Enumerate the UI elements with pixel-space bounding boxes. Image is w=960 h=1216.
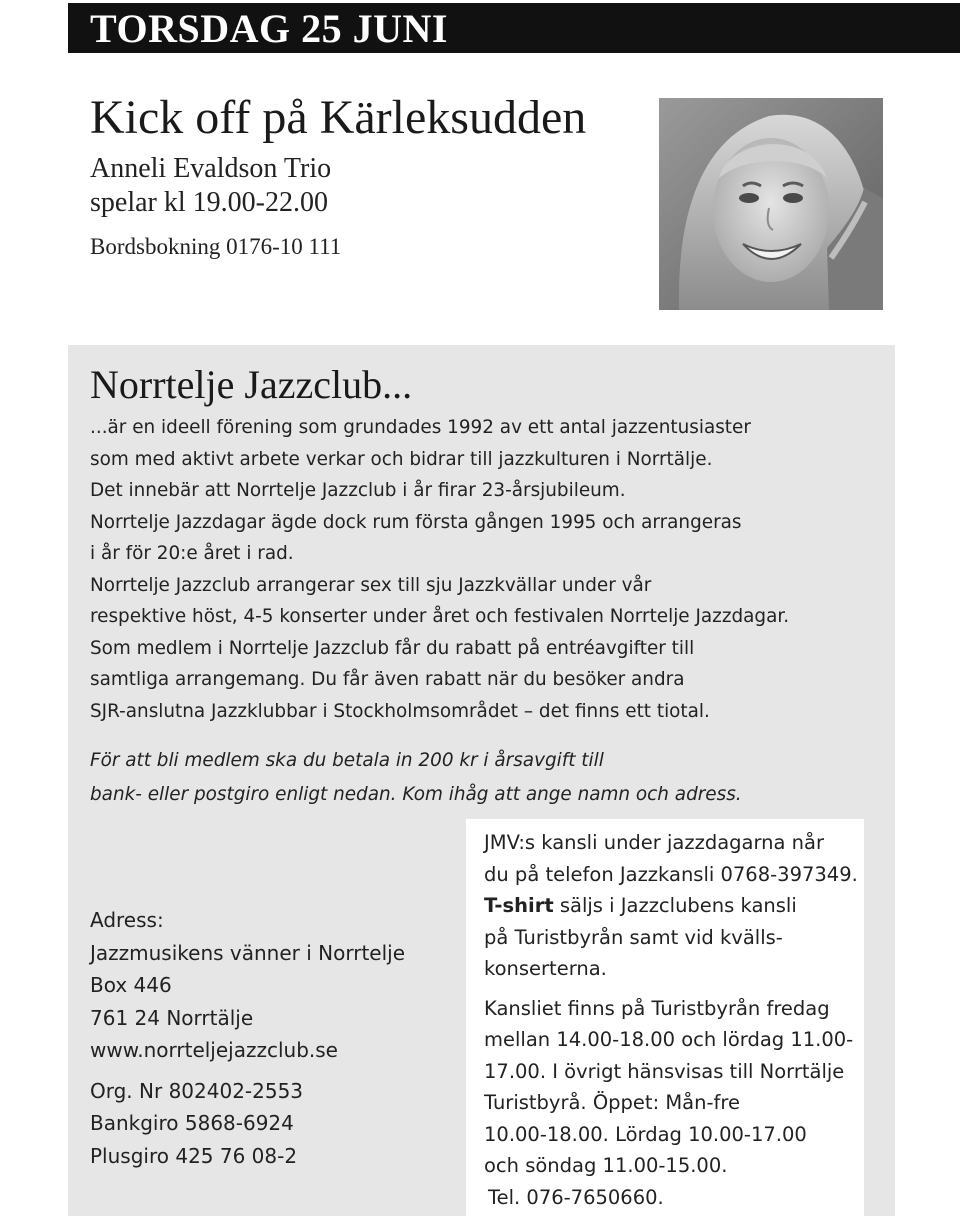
tshirt-line — [484, 890, 864, 922]
club-description-line: som med aktivt arbete verkar och bidrar till jazzkulturen i Norrtälje. — [90, 448, 713, 470]
club-description — [90, 412, 890, 727]
club-description-line: Norrtelje Jazzclub arrangerar sex till sju Jazzkvällar under vår — [90, 574, 652, 596]
date-heading: TORSDAG 25 JUNI — [90, 6, 448, 51]
bankgiro: Bankgiro 5868-6924 — [90, 1111, 294, 1135]
club-description-line: SJR-anslutna Jazzklubbar i Stockholmsområdet – det finns ett tiotal. — [90, 700, 710, 722]
club-description-line: i år för 20:e året i rad. — [90, 543, 294, 564]
kansli-phone: Tel. 076-7650660. — [488, 1185, 664, 1209]
club-description-line: Norrtelje Jazzdagar ägde dock rum första gången 1995 och arrangeras — [90, 511, 742, 533]
org-number: Org. Nr 802402-2553 — [90, 1078, 304, 1103]
address-name: Jazzmusikens vänner i Norrtelje — [90, 940, 406, 965]
kansli-line: konserterna. — [484, 957, 607, 980]
website-link[interactable]: www.norrteljejazzclub.se — [90, 1038, 338, 1062]
club-description-line: ...är en ideell förening som grundades 1992 av ett antal jazzentusiaster — [90, 417, 751, 438]
header-bar — [68, 3, 960, 53]
booking-phone: Bordsbokning 0176-10 111 — [90, 234, 342, 259]
membership-line: För att bli medlem ska du betala in 200 kr i årsavgift till — [90, 750, 604, 771]
address-box: Box 446 — [90, 973, 172, 997]
kansli-info — [484, 827, 864, 1213]
address-postal: 761 24 Norrtälje — [90, 1005, 254, 1030]
tshirt-rest: säljs i Jazzclubens kansli — [553, 894, 797, 917]
club-description-line: Det innebär att Norrtelje Jazzclub i år firar 23-årsjubileum. — [90, 480, 626, 501]
club-title: Norrtelje Jazzclub... — [90, 362, 413, 407]
membership-line: bank- eller postgiro enligt nedan. Kom ihåg att ange namn och adress. — [90, 784, 742, 805]
tshirt-bold: T-shirt — [484, 894, 554, 917]
membership-note — [90, 744, 890, 812]
address-label: Adress: — [90, 908, 164, 932]
event-title: Kick off på Kärleksudden — [90, 91, 587, 144]
hours-line: Turistbyrå. Öppet: Mån-fre — [484, 1091, 740, 1114]
hours-line: Kansliet finns på Turistbyrån fredag — [484, 996, 830, 1020]
event-performer: Anneli Evaldson Trio — [90, 153, 332, 184]
event-time: spelar kl 19.00-22.00 — [90, 187, 328, 218]
hours-line: 17.00. I övrigt hänsvisas till Norrtälje — [484, 1059, 845, 1083]
hours-line: 10.00-18.00. Lördag 10.00-17.00 — [484, 1122, 807, 1146]
kansli-spacer — [484, 985, 864, 993]
performer-photo — [659, 98, 883, 310]
kansli-line: du på telefon Jazzkansli 0768-397349. — [484, 862, 858, 886]
club-description-line: samtliga arrangemang. Du får även rabatt när du besöker andra — [90, 669, 685, 690]
hours-line: mellan 14.00-18.00 och lördag 11.00- — [484, 1028, 854, 1051]
club-description-line: respektive höst, 4-5 konserter under året och festivalen Norrtelje Jazzdagar. — [90, 606, 790, 627]
kansli-line: JMV:s kansli under jazzdagarna når — [484, 831, 825, 854]
address-block — [90, 904, 405, 1172]
address-spacer — [90, 1067, 405, 1075]
plusgiro: Plusgiro 425 76 08-2 — [90, 1143, 298, 1168]
club-description-line: Som medlem i Norrtelje Jazzclub får du rabatt på entréavgifter till — [90, 637, 695, 659]
hours-line: och söndag 11.00-15.00. — [484, 1154, 728, 1177]
kansli-line: på Turistbyrån samt vid kvälls- — [484, 925, 783, 949]
